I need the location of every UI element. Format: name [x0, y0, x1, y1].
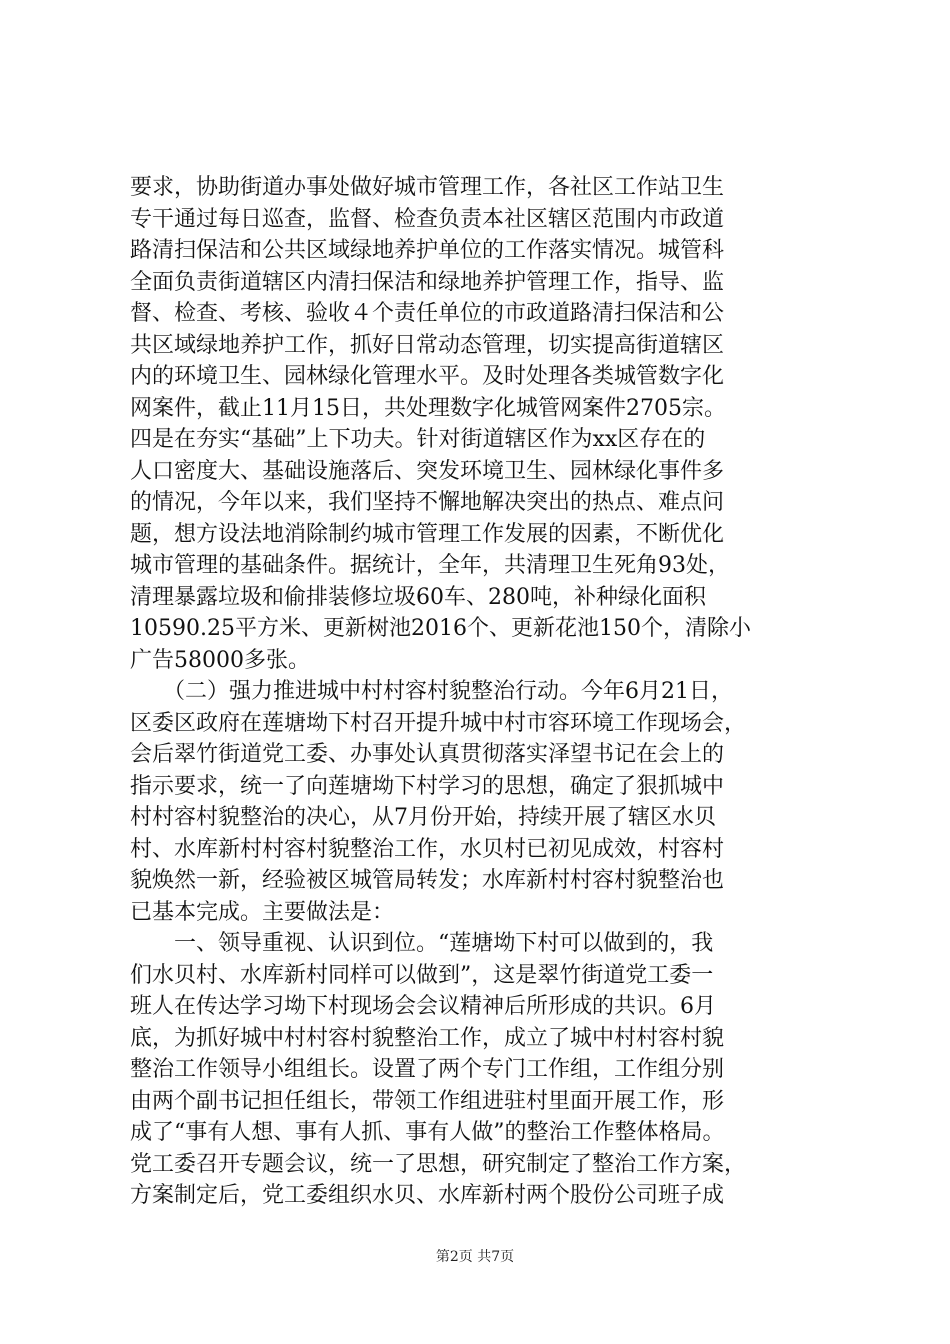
text-line: 10590.25平方米、更新树池2016个、更新花池150个，清除小: [130, 616, 751, 641]
text-line: 路清扫保洁和公共区域绿地养护单位的工作落实情况。城管科: [130, 238, 725, 263]
text-line: 村村容村貌整治的决心，从7月份开始，持续开展了辖区水贝: [130, 805, 716, 830]
text-line: 一、领导重视、认识到位。“莲塘坳下村可以做到的，我: [130, 931, 714, 956]
text-line: 貌焕然一新，经验被区城管局转发；水库新村村容村貌整治也: [130, 868, 725, 893]
text-line: 由两个副书记担任组长，带领工作组进驻村里面开展工作，形: [130, 1088, 725, 1114]
text-line: 会后翠竹街道党工委、办事处认真贯彻落实泽望书记在会上的: [130, 742, 725, 767]
text-line: 村、水库新村村容村貌整治工作，水贝村已初见成效，村容村: [130, 836, 725, 862]
text-line: 内的环境卫生、园林绿化管理水平。及时处理各类城管数字化: [130, 364, 725, 389]
text-line: 四是在夯实“基础”上下功夫。针对街道辖区作为xx区存在的: [130, 427, 706, 452]
text-line: 党工委召开专题会议，统一了思想，研究制定了整治工作方案，: [130, 1151, 747, 1177]
text-line: 要求，协助街道办事处做好城市管理工作，各社区工作站卫生: [130, 175, 725, 200]
text-line: 共区域绿地养护工作，抓好日常动态管理，切实提高街道辖区: [130, 332, 725, 358]
text-line: 广告58000多张。: [130, 647, 310, 673]
text-line: 区委区政府在莲塘坳下村召开提升城中村市容环境工作现场会，: [130, 710, 747, 736]
text-line: 方案制定后，党工委组织水贝、水库新村两个股份公司班子成: [130, 1183, 725, 1208]
text-line: 督、检查、考核、验收４个责任单位的市政道路清扫保洁和公: [130, 301, 725, 326]
text-line: 已基本完成。主要做法是：: [130, 899, 395, 925]
text-line: 底，为抓好城中村村容村貌整治工作，成立了城中村村容村貌: [130, 1025, 725, 1051]
text-line: 网案件，截止11月15日，共处理数字化城管网案件2705宗。: [130, 395, 726, 421]
text-line: 指示要求，统一了向莲塘坳下村学习的思想，确定了狠抓城中: [130, 773, 725, 799]
text-line: 人口密度大、基础设施落后、突发环境卫生、园林绿化事件多: [130, 458, 725, 484]
text-line: 城市管理的基础条件。据统计，全年，共清理卫生死角93处，: [130, 553, 730, 578]
text-line: 们水贝村、水库新村同样可以做到”，这是翠竹街道党工委一: [130, 962, 714, 988]
page-footer: 第2页 共7页: [435, 1249, 515, 1265]
text-line: 清理暴露垃圾和偷排装修垃圾60车、280吨，补种绿化面积: [130, 584, 706, 610]
text-line: 全面负责街道辖区内清扫保洁和绿地养护管理工作，指导、监: [130, 269, 725, 295]
text-line: 题，想方设法地消除制约城市管理工作发展的因素，不断优化: [130, 521, 725, 547]
body-text: [130, 172, 830, 1212]
text-line: 班人在传达学习坳下村现场会会议精神后所形成的共识。6月: [130, 994, 716, 1019]
text-line: 整治工作领导小组组长。设置了两个专门工作组，工作组分别: [130, 1057, 725, 1082]
text-line: 专干通过每日巡查，监督、检查负责本社区辖区范围内市政道: [130, 206, 725, 232]
text-line: （二）强力推进城中村村容村貌整治行动。今年6月21日，: [130, 679, 733, 704]
text-line: 成了“事有人想、事有人抓、事有人做”的整治工作整体格局。: [130, 1120, 725, 1145]
text-line: 的情况，今年以来，我们坚持不懈地解决突出的热点、难点问: [130, 490, 725, 515]
